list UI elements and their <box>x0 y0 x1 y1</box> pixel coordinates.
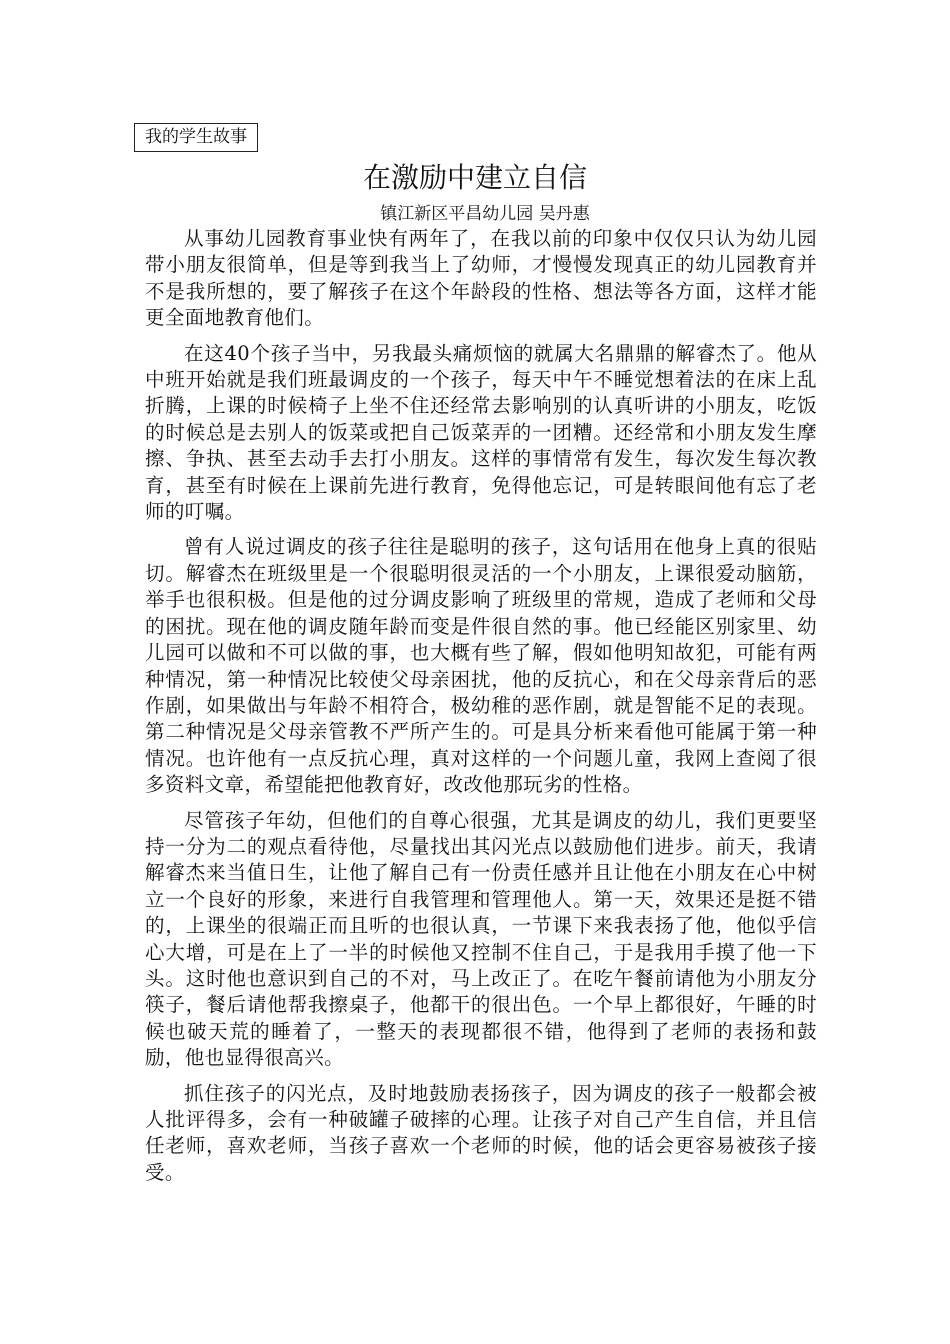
author-byline: 镇江新区平昌幼儿园 吴丹惠 <box>380 204 590 224</box>
paragraph: 从事幼儿园教育事业快有两年了，在我以前的印象中仅仅只认为幼儿园带小朋友很简单，但是等到我当上了幼师，才慢慢发现真正的幼儿园教育并不是我所想的，要了解孩子在这个年龄段的性格、想法等各方面，这样才能更全面地教育他们。 <box>145 227 817 330</box>
paragraph: 在这40个孩子当中，另我最头痛烦恼的就属大名鼎鼎的解睿杰了。他从中班开始就是我们班最调皮的一个孩子，每天中午不睡觉想着法的在床上乱折腾，上课的时候椅子上坐不住还经常去影响别的认真听讲的小朋友，吃饭的时候总是去别人的饭菜或把自己饭菜弄的一团糟。还经常和小朋友发生摩擦、争执、甚至去动手去打小朋友。这样的事情常有发生，每次发生每次教育，甚至有时候在上课前先进行教育，免得他忘记，可是转眼间他有忘了老师的叮嘱。 <box>145 341 817 524</box>
section-tag: 我的学生故事 <box>134 123 258 152</box>
paragraph: 抓住孩子的闪光点，及时地鼓励表扬孩子，因为调皮的孩子一般都会被人批评得多，会有一种破罐子破摔的心理。让孩子对自己产生自信，并且信任老师，喜欢老师，当孩子喜欢一个老师的时候，他的话会更容易被孩子接受。 <box>145 1081 817 1184</box>
paragraph: 曾有人说过调皮的孩子往往是聪明的孩子，这句话用在他身上真的很贴切。解睿杰在班级里是一个很聪明很灵活的一个小朋友，上课很爱动脑筋，举手也很积极。但是他的过分调皮影响了班级里的常规，造成了老师和父母的困扰。现在他的调皮随年龄而变是件很自然的事。他已经能区别家里、幼儿园可以做和不可以做的事，也大概有些了解，假如他明知故犯，可能有两种情况，第一种情况比较使父母亲困扰，他的反抗心，和在父母亲背后的恶作剧，如果做出与年龄不相符合，极幼稚的恶作剧，就是智能不足的表现。第二种情况是父母亲管教不严所产生的。可是具分析来看他可能属于第一种情况。也许他有一点反抗心理，真对这样的一个问题儿童，我网上查阅了很多资料文章，希望能把他教育好，改改他那玩劣的性格。 <box>145 535 817 797</box>
paragraph: 尽管孩子年幼，但他们的自尊心很强，尤其是调皮的幼儿，我们更要坚持一分为二的观点看待他，尽量找出其闪光点以鼓励他们进步。前天，我请解睿杰来当值日生，让他了解自己有一份责任感并且让他在小朋友在心中树立一个良好的形象，来进行自我管理和管理他人。第一天，效果还是挺不错的，上课坐的很端正而且听的也很认真，一节课下来我表扬了他，他似乎信心大增，可是在上了一半的时候他又控制不住自己，于是我用手摸了他一下头。这时他也意识到自己的不对，马上改正了。在吃午餐前请他为小朋友分筷子，餐后请他帮我擦桌子，他都干的很出色。一个早上都很好，午睡的时候也破天荒的睡着了，一整天的表现都很不错，他得到了老师的表扬和鼓励，他也显得很高兴。 <box>145 808 817 1070</box>
document-title: 在激励中建立自信 <box>362 161 587 194</box>
article-body <box>145 226 817 1195</box>
